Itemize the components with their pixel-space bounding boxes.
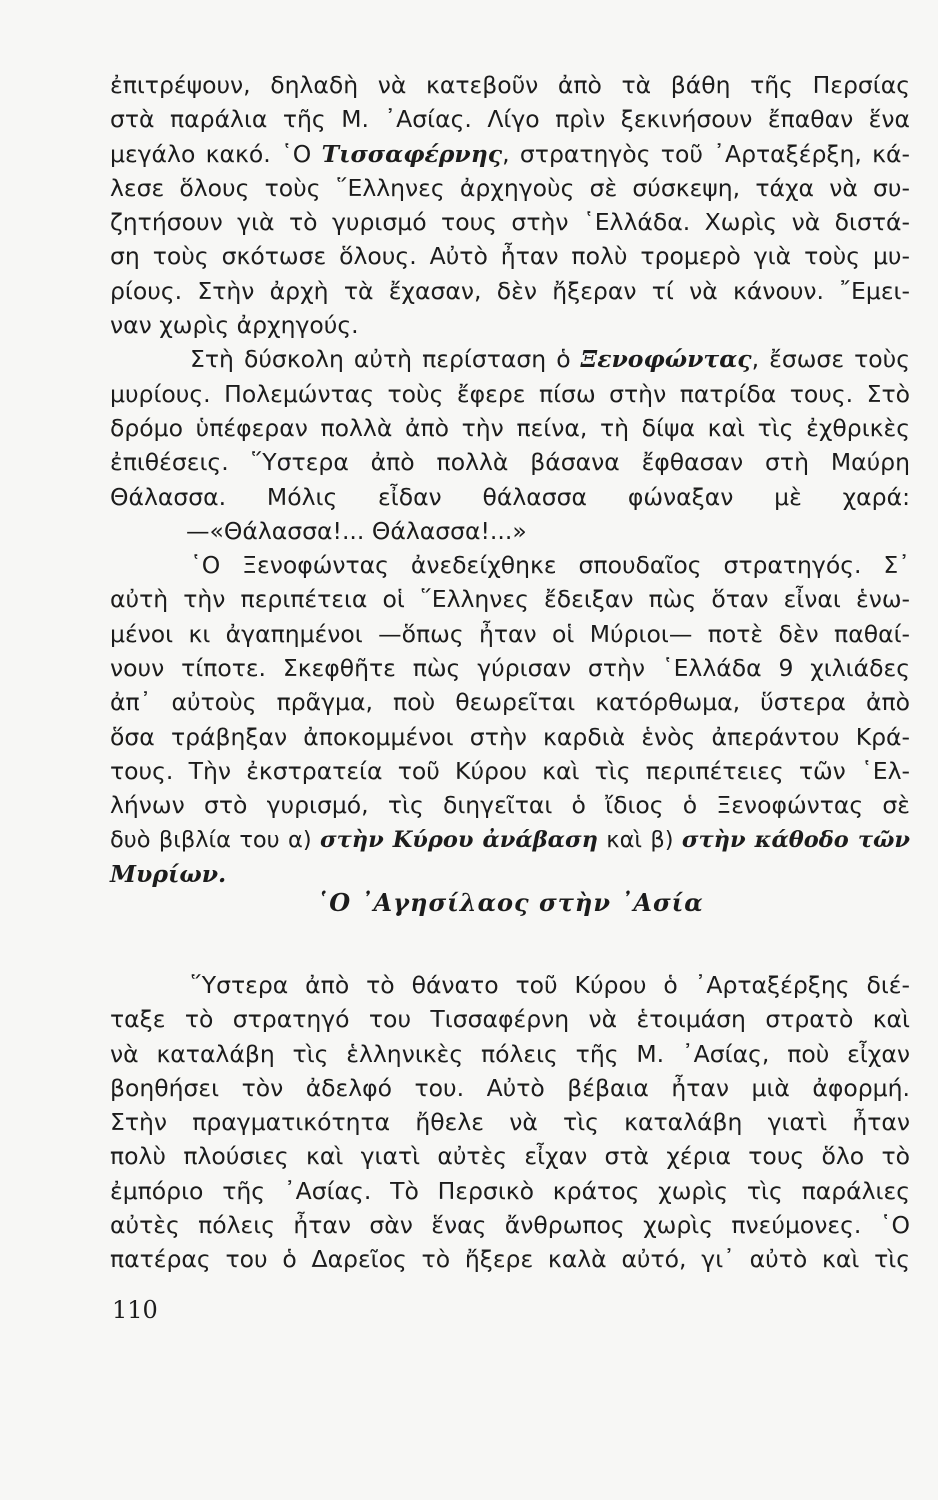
- text-line: ζητήσουν γιὰ τὸ γυρισμό τους στὴν ῾Ελλάδα. Χωρὶς νὰ διστά-: [110, 208, 910, 237]
- text-line: τους. Τὴν ἐκστρατεία τοῦ Κύρου καὶ τὶς περιπέτειες τῶν ῾Ελ-: [110, 756, 910, 785]
- text-line: ὅσα τράβηξαν ἀποκομμένοι στὴν καρδιὰ ἑνὸς ἀπεράντου Κρά-: [110, 722, 910, 751]
- text-line: [110, 137, 910, 171]
- book-title: στὴν Κύρου ἀνάβαση: [319, 826, 598, 853]
- text-run: καὶ β): [597, 826, 682, 853]
- text-line: ἀπ᾿ αὐτοὺς πρᾶγμα, ποὺ θεωρεῖται κατόρθωμα, ὕστερα ἀπὸ: [110, 688, 910, 717]
- text-line: λήνων στὸ γυρισμό, τὶς διηγεῖται ὁ ἴδιος ὁ Ξενοφώντας σὲ: [110, 791, 910, 820]
- text-line: ταξε τὸ στρατηγό του Τισσαφέρνη νὰ ἑτοιμάση στρατὸ καὶ: [110, 1005, 910, 1034]
- text-line: Θάλασσα. Μόλις εἶδαν θάλασσα φώναξαν μὲ χαρά:: [110, 482, 910, 511]
- text-line: πατέρας του ὁ Δαρεῖος τὸ ἤξερε καλὰ αὐτό, γι᾿ αὐτὸ καὶ τὶς: [110, 1245, 910, 1274]
- text-line: ῞Υστερα ἀπὸ τὸ θάνατο τοῦ Κύρου ὁ ᾿Αρταξέρξης διέ-: [190, 971, 910, 999]
- text-run: Στὴ δύσκολη αὐτὴ περίσταση ὁ: [190, 345, 581, 374]
- quote-line: —«Θάλασσα!... Θάλασσα!...»: [186, 516, 527, 545]
- text-line: βοηθήσει τὸν ἀδελφό του. Αὐτὸ βέβαια ἦταν μιὰ ἀφορμή.: [110, 1073, 910, 1102]
- text-line: ἐπιτρέψουν, δηλαδὴ νὰ κατεβοῦν ἀπὸ τὰ βάθη τῆς Περσίας: [110, 71, 910, 99]
- text-line: ναν χωρὶς ἀρχηγούς.: [110, 311, 359, 340]
- text-line: ρίους. Στὴν ἀρχὴ τὰ ἔχασαν, δὲν ἤξεραν τί νὰ κάνουν. ῎Εμει-: [110, 276, 910, 305]
- text-line: αὐτὴ τὴν περιπέτεια οἱ ῞Ελληνες ἔδειξαν πὼς ὅταν εἶναι ἑνω-: [110, 585, 910, 614]
- page-number: 110: [112, 1296, 158, 1324]
- text-line: ῾Ο Ξενοφώντας ἀνεδείχθηκε σπουδαῖος στρατηγός. Σ᾿: [190, 551, 910, 580]
- text-line: νὰ καταλάβη τὶς ἑλληνικὲς πόλεις τῆς Μ. ᾿Ασίας, ποὺ εἶχαν: [110, 1039, 910, 1068]
- emphasized-name: Ξενοφώντας: [580, 345, 752, 374]
- section-1-text: [110, 68, 910, 891]
- text-line: αὐτὲς πόλεις ἦταν σὰν ἕνας ἄνθρωπος χωρὶς πνεύμονες. ῾Ο: [110, 1211, 910, 1240]
- text-line: νουν τίποτε. Σκεφθῆτε πὼς γύρισαν στὴν ῾Ελλάδα 9 χιλιάδες: [110, 654, 910, 683]
- text-line: Στὴν πραγματικότητα ἤθελε νὰ τὶς καταλάβη γιατὶ ἦταν: [110, 1108, 910, 1137]
- text-line: [110, 342, 910, 376]
- text-run: , στρατηγὸς τοῦ ᾿Αρταξέρξη, κά-: [502, 139, 910, 168]
- text-line: μυρίους. Πολεμώντας τοὺς ἔφερε πίσω στὴν πατρίδα τους. Στὸ: [110, 379, 910, 408]
- text-line: [110, 823, 910, 857]
- text-run: δυὸ βιβλία του α): [110, 826, 320, 853]
- section-2-text: [110, 968, 910, 1277]
- book-title-end: Μυρίων.: [110, 859, 227, 888]
- text-line: ἐμπόριο τῆς ᾿Ασίας. Τὸ Περσικὸ κράτος χωρὶς τὶς παράλιες: [110, 1176, 910, 1205]
- book-title: στὴν κάθοδο τῶν: [681, 826, 911, 853]
- text-line: μένοι κι ἀγαπημένοι —ὅπως ἦταν οἱ Μύριοι— ποτὲ δὲν παθαί-: [110, 619, 910, 648]
- text-line: δρόμο ὑπέφεραν πολλὰ ἀπὸ τὴν πείνα, τὴ δίψα καὶ τὶς ἐχθρικὲς: [110, 413, 910, 442]
- text-run: μεγάλο κακό. ῾Ο: [110, 139, 322, 168]
- text-line: ση τοὺς σκότωσε ὅλους. Αὐτὸ ἦταν πολὺ τρομερὸ γιὰ τοὺς μυ-: [110, 242, 910, 271]
- text-line: πολὺ πλούσιες καὶ γιατὶ αὐτὲς εἶχαν στὰ χέρια τους ὅλο τὸ: [110, 1142, 910, 1171]
- text-line: στὰ παράλια τῆς Μ. ᾿Ασίας. Λίγο πρὶν ξεκινήσουν ἔπαθαν ἕνα: [110, 105, 910, 134]
- section-heading: ῾Ο ᾿Αγησίλαος στὴν ᾿Ασία: [316, 888, 704, 917]
- text-run: , ἔσωσε τοὺς: [751, 345, 910, 374]
- text-line: λεσε ὅλους τοὺς ῞Ελληνες ἀρχηγοὺς σὲ σύσκεψη, τάχα νὰ συ-: [110, 173, 910, 202]
- emphasized-name: Τισσαφέρνης: [321, 139, 503, 168]
- text-line: ἐπιθέσεις. ῞Υστερα ἀπὸ πολλὰ βάσανα ἔφθασαν στὴ Μαύρη: [110, 448, 910, 477]
